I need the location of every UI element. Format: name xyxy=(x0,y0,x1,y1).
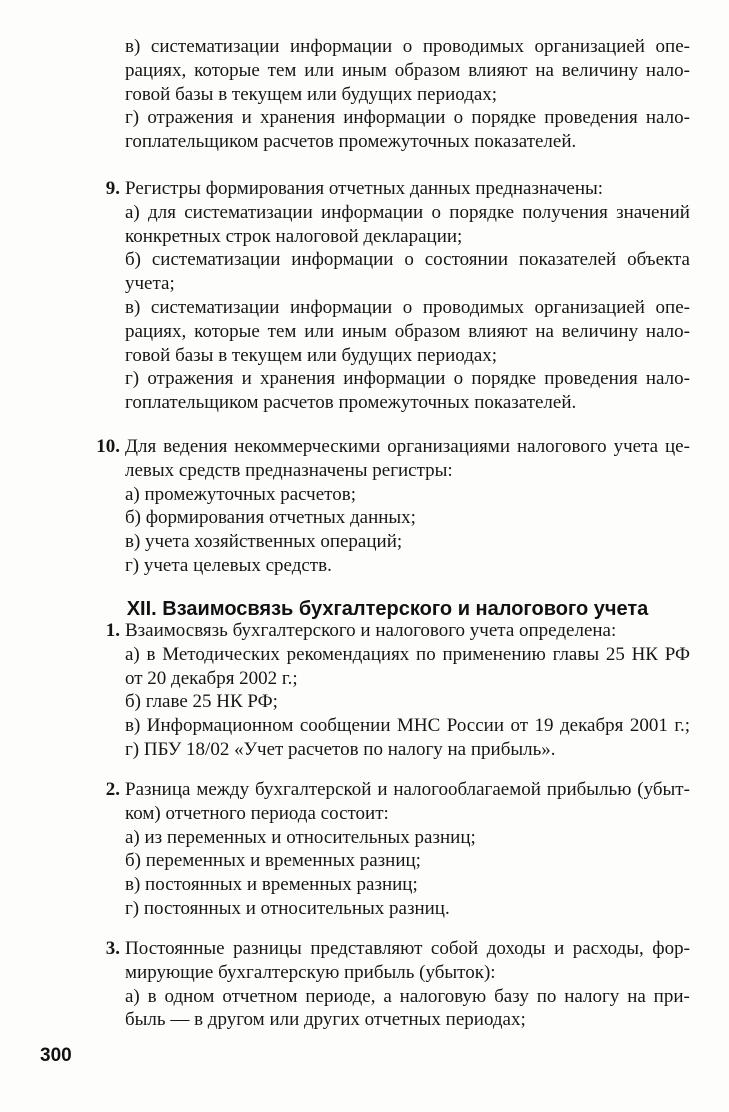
text-line: в) Информационном сообщении МНС России от 19 декабря 2001 г.; xyxy=(125,715,690,737)
text-line: а) для систематизации информации о порядке получения значений xyxy=(125,201,690,223)
text-line: в) постоянных и временных разниц; xyxy=(125,874,418,896)
text-line: рациях, которые тем или иным образом влияют на величину нало- xyxy=(125,59,690,81)
question-number: 9. xyxy=(105,178,120,199)
text-line: рациях, которые тем или иным образом влияют на величину нало- xyxy=(125,320,690,342)
question-number: 3. xyxy=(105,938,120,959)
text-line: г) отражения и хранения информации о порядке проведения нало- xyxy=(125,368,690,390)
text-line: левых средств предназначены регистры: xyxy=(125,459,453,481)
text-line: Разница между бухгалтерской и налогооблагаемой прибылью (убыт- xyxy=(125,779,690,800)
question-number: 1. xyxy=(105,620,120,641)
text-line: от 20 декабря 2002 г.; xyxy=(125,667,298,689)
question-block-q8-continuation xyxy=(125,35,690,154)
text-line: гоплательщиком расчетов промежуточных показателей. xyxy=(125,392,577,414)
text-line: Для ведения некоммерческими организациями налогового учета це- xyxy=(125,436,690,457)
text-line: ком) отчетного периода состоит: xyxy=(125,802,389,824)
text-line: мирующие бухгалтерскую прибыль (убыток): xyxy=(125,961,496,983)
text-line: б) переменных и временных разниц; xyxy=(125,850,421,872)
page-number: 300 xyxy=(40,1045,72,1066)
question-block-q3 xyxy=(105,937,690,1032)
text-line: а) промежуточных расчетов; xyxy=(125,483,356,505)
question-block-q10 xyxy=(96,435,690,578)
text-line: а) в одном отчетном периоде, а налоговую базу по налогу на при- xyxy=(125,985,690,1007)
question-block-q2 xyxy=(105,778,690,921)
question-number: 10. xyxy=(96,436,120,457)
section-heading: XII. Взаимосвязь бухгалтерского и налогового учета xyxy=(126,598,649,620)
text-line: б) главе 25 НК РФ; xyxy=(125,691,278,713)
text-line: конкретных строк налоговой декларации; xyxy=(125,225,463,247)
question-block-q1 xyxy=(105,619,690,762)
text-line: учета; xyxy=(125,273,175,295)
text-line: Постоянные разницы представляют собой доходы и расходы, фор- xyxy=(125,938,690,959)
text-line: Взаимосвязь бухгалтерского и налогового учета определена: xyxy=(125,620,617,641)
text-line: а) из переменных и относительных разниц; xyxy=(125,826,476,848)
text-line: говой базы в текущем или будущих периодах; xyxy=(125,344,498,366)
text-line: Регистры формирования отчетных данных предназначены: xyxy=(125,178,604,199)
text-line: г) учета целевых средств. xyxy=(125,554,332,576)
text-line: говой базы в текущем или будущих периодах; xyxy=(125,83,498,105)
text-line: г) ПБУ 18/02 «Учет расчетов по налогу на прибыль». xyxy=(125,738,556,760)
text-line: быль — в другом или других отчетных периодах; xyxy=(125,1009,526,1031)
text-line: а) в Методических рекомендациях по применению главы 25 НК РФ xyxy=(125,643,690,665)
text-line: гоплательщиком расчетов промежуточных показателей. xyxy=(125,131,577,153)
question-block-q9 xyxy=(105,177,690,415)
text-line: в) учета хозяйственных операций; xyxy=(125,531,403,553)
text-line: г) постоянных и относительных разниц. xyxy=(125,897,450,919)
text-line: г) отражения и хранения информации о порядке проведения нало- xyxy=(125,107,690,129)
text-line: в) систематизации информации о проводимых организацией опе- xyxy=(125,36,690,57)
question-number: 2. xyxy=(105,779,120,800)
text-line: б) формирования отчетных данных; xyxy=(125,507,416,529)
text-line: в) систематизации информации о проводимых организацией опе- xyxy=(125,296,690,318)
text-line: б) систематизации информации о состоянии показателей объекта xyxy=(125,249,690,271)
